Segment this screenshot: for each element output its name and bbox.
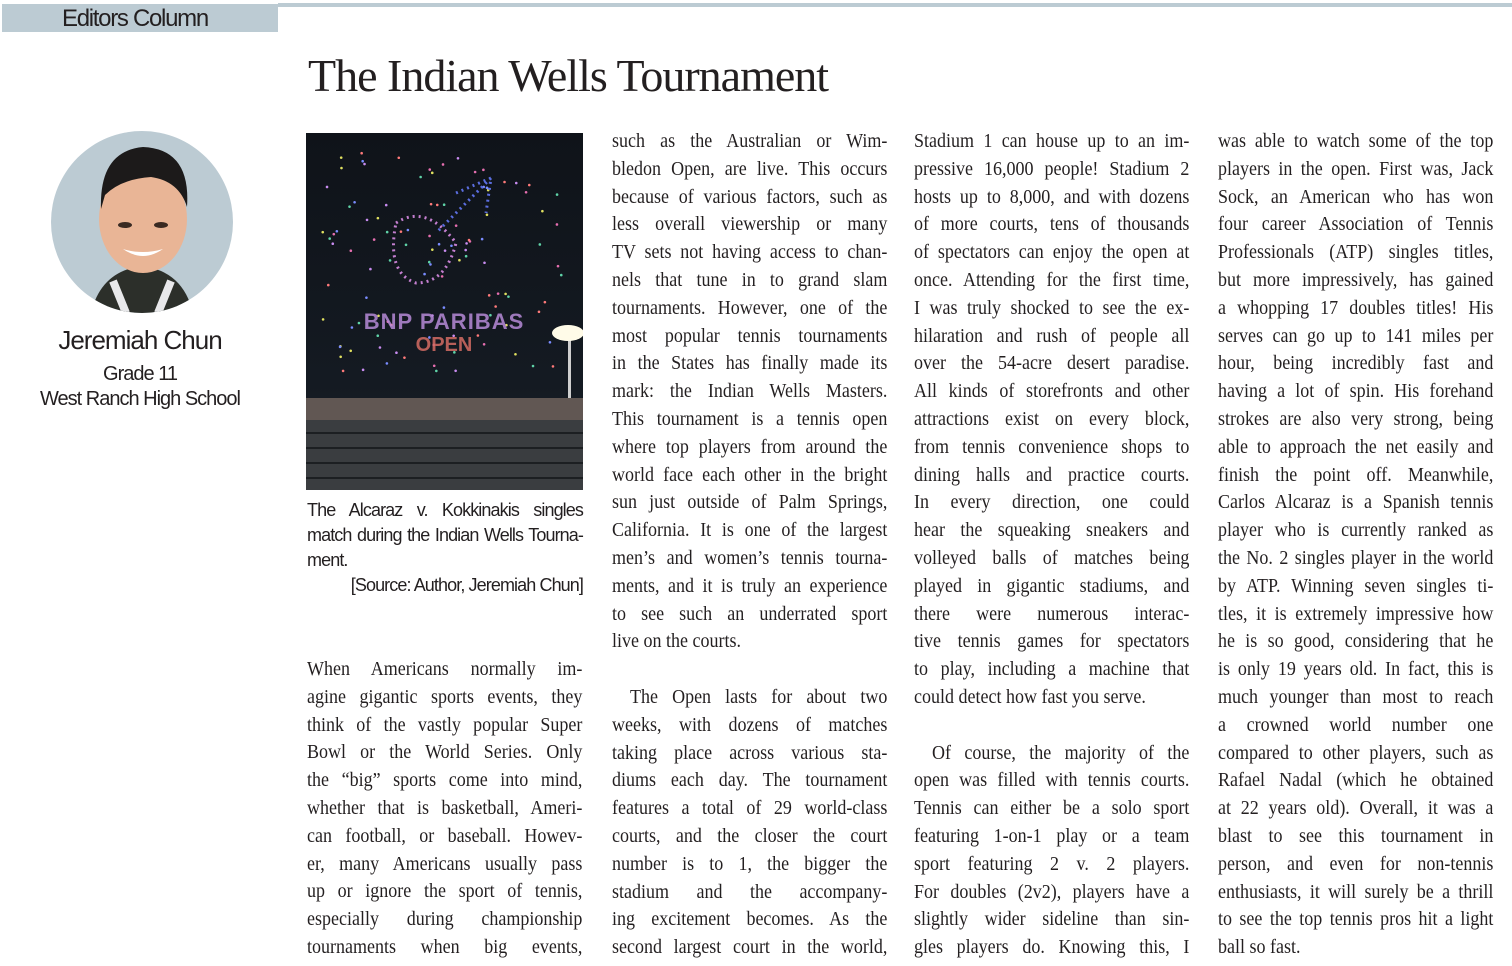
text-line: such as the Australian or Wim-	[612, 130, 888, 152]
drone-light	[481, 238, 484, 241]
text-line: I was truly shocked to see the ex-	[914, 296, 1190, 319]
text-line: tles, it is extremely impressive how	[1218, 602, 1494, 625]
drone-light	[339, 355, 342, 358]
text-line: once. Attending for the first time,	[914, 268, 1190, 291]
drone-light	[373, 238, 376, 241]
text-line: men’s and women’s tennis tourna-	[612, 546, 888, 569]
drone-light	[342, 370, 345, 373]
drone-light	[363, 163, 366, 166]
text-line: from tennis convenience shops to	[914, 435, 1190, 458]
text-line: most popular tennis tournaments	[612, 324, 888, 347]
text-line: stadium and the accompany-	[612, 880, 888, 903]
text-line: attractions exist on every block,	[914, 407, 1190, 430]
drone-light	[431, 172, 434, 175]
drone-light	[358, 322, 361, 325]
section-header	[2, 4, 278, 32]
text-line: diums each day. The tournament	[612, 769, 888, 792]
text-line: mark: the Indian Wells Masters.	[612, 380, 888, 403]
drone-light	[483, 343, 486, 346]
text-line: tournaments when big events,	[307, 935, 583, 958]
text-line: TV sets not having access to chan-	[612, 241, 888, 264]
drone-light	[407, 229, 410, 232]
caption-source: [Source: Author, Jeremiah Chun]	[350, 575, 583, 595]
text-line: gles players do. Knowing this, I	[914, 936, 1190, 959]
text-line: hilaration and rush of people all	[914, 324, 1190, 347]
text-line: especially during championship	[307, 908, 583, 931]
text-line: nels that tune in to grand slam	[612, 268, 888, 291]
text-line: world face each other in the bright	[612, 463, 888, 486]
section-label: Editors Column	[62, 5, 208, 32]
drone-light	[528, 184, 531, 187]
drone-light	[386, 231, 389, 234]
photo-caption	[307, 498, 583, 598]
text-line: All kinds of storefronts and other	[914, 380, 1190, 403]
drone-light	[361, 160, 364, 163]
text-line: he is so good, considering that he	[1218, 630, 1494, 653]
text-line: featuring 1-on-1 play or a team	[914, 824, 1190, 847]
drone-light	[436, 204, 439, 207]
drone-light	[395, 351, 398, 354]
drone-light	[365, 296, 368, 299]
drone-light	[443, 203, 446, 206]
text-line: players in the open. First was, Jack	[1218, 157, 1494, 180]
drone-light	[477, 334, 480, 337]
drone-light	[482, 169, 485, 172]
text-line: courts, and the closer the court	[612, 824, 888, 847]
text-line: ing excitement becomes. As the	[612, 908, 888, 931]
drone-light	[327, 284, 330, 287]
drone-light	[507, 295, 510, 298]
text-line: Rafael Nadal (which he obtained	[1218, 769, 1494, 792]
drone-light	[403, 356, 406, 359]
text-line: Stadium 1 can house up to an im-	[914, 130, 1190, 152]
crowd	[306, 398, 583, 420]
drone-light	[379, 346, 382, 349]
text-line: by ATP. Winning seven singles ti-	[1218, 574, 1494, 597]
drone-light	[464, 249, 467, 252]
drone-light	[331, 242, 334, 245]
text-line: blast to see this tournament in	[1218, 824, 1494, 847]
text-line: second largest court in the world,	[612, 936, 888, 959]
drone-light	[400, 230, 403, 233]
drone-light	[369, 268, 372, 271]
text-line: Tennis can either be a solo sport	[914, 797, 1190, 820]
drone-light	[525, 191, 528, 194]
text-line: the No. 2 singles player in the world	[1218, 546, 1494, 569]
text-line: hour, being incredibly fast and	[1218, 352, 1494, 375]
drone-light	[442, 163, 445, 166]
drone-light	[405, 243, 408, 246]
drone-light	[486, 186, 489, 189]
paragraph-break	[914, 712, 1189, 740]
drone-light	[321, 231, 324, 234]
text-line: California. It is one of the largest	[612, 519, 888, 542]
article-column-2	[612, 128, 887, 962]
article-column-3	[914, 128, 1189, 962]
text-line: having a lot of spin. His forehand	[1218, 380, 1494, 403]
text-line: features a total of 29 world-class	[612, 797, 888, 820]
text-line: live on the courts.	[612, 630, 741, 653]
drone-light	[468, 239, 471, 242]
article-column-4	[1218, 128, 1493, 962]
text-line: For doubles (2v2), players have a	[914, 880, 1190, 903]
text-line: was able to watch some of the top	[1218, 130, 1494, 152]
drone-light	[423, 273, 426, 276]
text-line: ments, and it is truly an experience	[612, 574, 888, 597]
text-line: Of course, the majority of the	[932, 741, 1190, 764]
text-line: four career Association of Tennis	[1218, 213, 1494, 236]
text-line: strokes are also very strong, being	[1218, 407, 1494, 430]
drone-light	[428, 168, 431, 171]
drone-light	[430, 203, 433, 206]
drone-light	[497, 292, 500, 295]
text-line: less overall viewership or many	[612, 213, 888, 236]
drone-light	[377, 217, 380, 220]
text-line: person, and even for non-tennis	[1218, 852, 1494, 875]
drone-light	[360, 152, 363, 155]
text-line: of more courts, tens of thousands	[914, 213, 1190, 236]
text-line: Sock, an American who has won	[1218, 185, 1494, 208]
text-line: Professionals (ATP) singles titles,	[1218, 241, 1494, 264]
drone-light	[557, 265, 560, 268]
text-line: pressive 16,000 people! Stadium 2	[914, 157, 1190, 180]
drone-light	[486, 213, 489, 216]
text-line: at 22 years old). Overall, it was a	[1218, 797, 1494, 820]
text-line: to play, including a machine that	[914, 658, 1190, 681]
text-line: whether that is basketball, Ameri-	[307, 796, 583, 819]
author-name: Jeremiah Chun	[58, 325, 222, 355]
text-line: hosts up to 8,000, and with dozens	[914, 185, 1190, 208]
drone-light	[428, 261, 431, 264]
header-rule	[278, 3, 1512, 7]
text-line: tournaments. However, one of the	[612, 296, 888, 319]
text-line: The Open lasts for about two	[630, 685, 888, 708]
text-line: much younger than most to reach	[1218, 685, 1494, 708]
drone-light	[419, 176, 422, 179]
drone-light	[544, 301, 547, 304]
text-line: there were numerous interac-	[914, 602, 1190, 625]
article-column-1	[307, 656, 582, 962]
drone-text-line1: BNP PARIBAS	[363, 309, 525, 334]
drone-light	[376, 334, 379, 337]
text-line: ball so fast.	[1218, 936, 1301, 959]
paragraph-break	[612, 656, 887, 684]
drone-light	[455, 224, 458, 227]
text-line: a crowned world number one	[1218, 713, 1494, 736]
text-line: agine gigantic sports events, they	[307, 685, 583, 708]
drone-light	[435, 370, 438, 373]
text-line: to see such an underrated sport	[612, 602, 888, 625]
text-line: Bowl or the World Series. Only	[307, 741, 583, 764]
caption-line: ment.	[307, 550, 348, 570]
drone-light	[351, 326, 354, 329]
text-line: played in gigantic stadiums, and	[914, 574, 1190, 597]
text-line: tive tennis games for spectators	[914, 630, 1190, 653]
drone-light	[433, 364, 436, 367]
text-line: serves can go up to 141 miles per	[1218, 324, 1494, 347]
text-line: compared to other players, such as	[1218, 741, 1494, 764]
caption-line: match during the Indian Wells Tourna-	[307, 525, 583, 545]
drone-light	[532, 365, 535, 368]
text-line: When Americans normally im-	[307, 658, 583, 680]
text-line: slightly wider sideline than sin-	[914, 908, 1190, 931]
drone-light	[503, 181, 506, 184]
drone-light	[353, 201, 356, 204]
text-line: hear the squeaking sneakers and	[914, 519, 1190, 542]
text-line: bledon Open, are live. This occurs	[612, 157, 888, 180]
drone-light	[348, 205, 351, 208]
drone-light	[438, 243, 441, 246]
drone-light	[539, 243, 542, 246]
text-line: volleyed balls of matches being	[914, 546, 1190, 569]
drone-light	[538, 311, 541, 314]
drone-light	[465, 242, 468, 245]
drone-light	[515, 182, 518, 185]
text-line: where top players from around the	[612, 435, 888, 458]
text-line: is only 19 years old. In fact, this is	[1218, 658, 1494, 681]
drone-light	[336, 230, 339, 233]
text-line: dining halls and practice courts.	[914, 463, 1190, 486]
drone-light	[349, 349, 352, 352]
drone-light	[429, 263, 432, 266]
drone-light	[350, 249, 353, 252]
text-line: open was filled with tennis courts.	[914, 769, 1190, 792]
drone-light	[457, 157, 460, 160]
article-title: The Indian Wells Tournament	[308, 50, 829, 101]
text-line: number is to 1, the bigger the	[612, 852, 888, 875]
drone-light	[458, 259, 461, 262]
drone-light	[362, 369, 365, 372]
drone-light	[386, 362, 389, 365]
drone-light	[444, 249, 447, 252]
drone-light	[389, 259, 392, 262]
text-line: finish the point off. Meanwhile,	[1218, 463, 1494, 486]
drone-light	[340, 156, 343, 159]
drone-light	[483, 261, 486, 264]
drone-light	[549, 341, 552, 344]
text-line: This tournament is a tennis open	[612, 407, 888, 430]
text-line: sport featuring 2 v. 2 players.	[914, 852, 1190, 875]
drone-light	[328, 237, 331, 240]
text-line: can football, or baseball. Howev-	[307, 824, 583, 847]
text-line: in the States has finally made its	[612, 352, 888, 375]
stadium-light	[552, 325, 583, 341]
drone-light	[332, 233, 335, 236]
text-line: enthusiasts, it will surely be a thrill	[1218, 880, 1494, 903]
text-line: a whopping 17 doubles titles! His	[1218, 296, 1494, 319]
author-avatar	[51, 131, 233, 313]
drone-light	[366, 219, 369, 222]
article-photo	[306, 133, 583, 490]
text-line: sun just outside of Palm Springs,	[612, 491, 888, 514]
drone-light	[556, 223, 559, 226]
drone-light	[552, 365, 555, 368]
drone-light	[385, 204, 388, 207]
drone-light	[428, 235, 431, 238]
drone-light	[514, 353, 517, 356]
text-line: to see the top tennis pros hit a light	[1218, 908, 1494, 931]
drone-light	[541, 210, 544, 213]
drone-show-photo	[306, 133, 583, 490]
text-line: taking place across various sta-	[612, 741, 888, 764]
text-line: er, many Americans usually pass	[307, 852, 583, 875]
text-line: able to approach the net easily and	[1218, 435, 1494, 458]
author-school: West Ranch High School	[40, 388, 240, 410]
drone-light	[474, 171, 477, 174]
text-line: weeks, with dozens of matches	[612, 713, 888, 736]
text-line: In every direction, one could	[914, 491, 1190, 514]
caption-line: The Alcaraz v. Kokkinakis singles	[307, 500, 583, 520]
text-line: player who is currently ranked as	[1218, 519, 1494, 542]
drone-light	[431, 248, 434, 251]
text-line: think of the vastly popular Super	[307, 713, 583, 736]
text-line: of spectators can enjoy the open at	[914, 241, 1190, 264]
drone-light	[326, 186, 329, 189]
drone-light	[504, 293, 507, 296]
drone-light	[340, 167, 343, 170]
author-portrait-icon	[51, 131, 233, 313]
drone-light	[454, 369, 457, 372]
author-grade: Grade 11	[103, 363, 177, 385]
text-line: because of various factors, such as	[612, 185, 888, 208]
text-line: could detect how fast you serve.	[914, 685, 1146, 708]
drone-light	[494, 305, 497, 308]
drone-light	[441, 275, 444, 278]
text-line: up or ignore the sport of tennis,	[307, 880, 583, 903]
drone-light	[339, 346, 342, 349]
drone-light	[322, 318, 325, 321]
drone-text-line2: OPEN	[415, 334, 473, 356]
text-line: but more impressively, has gained	[1218, 268, 1494, 291]
drone-light	[556, 193, 559, 196]
drone-light	[488, 294, 491, 297]
text-line: over the 54-acre desert paradise.	[914, 352, 1190, 375]
text-line: Carlos Alcaraz is a Spanish tennis	[1218, 491, 1494, 514]
drone-light	[560, 274, 563, 277]
drone-light	[450, 244, 453, 247]
drone-light	[465, 255, 468, 258]
text-line: the “big” sports come into mind,	[307, 769, 583, 792]
drone-light	[397, 156, 400, 159]
